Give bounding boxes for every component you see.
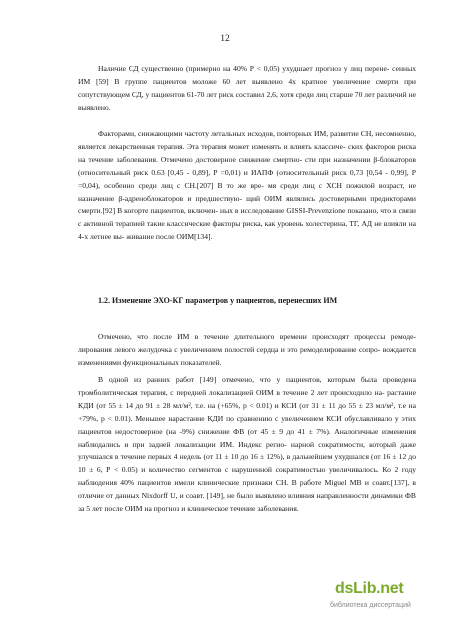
page-number: 12: [220, 34, 230, 44]
section-heading: 1.2. Изменение ЭХО-КГ параметров у пациентов, перенесших ИМ: [98, 296, 338, 305]
paragraph-remodeling: [78, 331, 416, 370]
paragraph-text: Факторами, снижающими частоту летальных исходов, повторных ИМ, развитие СН, несомненно, является лекарственная терапия. Эта терапия может изменять и влиять классиче- ских факторов риска на течение заболевания. Отмечено достоверное снижение смертно- сти при назначении β-блокаторов (относительный риск 0.63 [0,45 - 0,89], Р =0,01) и ИАПФ (относительный риск 0,73 [0,54 - 0,99], Р =0,04), особенно среди лиц с СН.[207] В то же вре- мя среди лиц с ХСН пожилой возраст, не назначение β-адреноблокаторов и предшествую- щий ОИМ являлись достоверными предикторами смерти.[92] В когорте пациентов, включен- ных в исследование GISSI-Prevenzione показано, что в связи с активной терапией такие классические факторы риска, как уровень холестерина, ТГ, АД не влияли на 4-х летнее вы- живание после ОИМ[134].: [78, 129, 417, 242]
dslib-subtitle: библиотека диссертаций: [330, 602, 411, 609]
paragraph-drug-therapy: [78, 128, 416, 244]
paragraph-text: Отмечено, что после ИМ в течение длительного времени происходят процессы ремоде- лирования левого желудочка с увеличением полостей сердца и это ремоделирование сопро- вождается изменениями функциональных показателей.: [78, 332, 416, 367]
paragraph-text: В одной из ранних работ [149] отмечено, что у пациентов, которым была проведена тромболитическая терапия, с передней локализацией ОИМ в течение 2 лет происходило на- растание КДИ (от 55 ± 14 до 91 ± 28 мл/м², т.е. на (+65%, р < 0.01) и КСИ (от 31 ± 11 до 55 ± 23 мл/м², т.е на +79%, р < 0.01). Меньшее нарастание КДИ по сравнению с увеличением КСИ обуславливало у этих пациентов недостоверное (на -9%) снижение ФВ (от 45 ± 9 до 41 ± 7%). Аналогичные изменения наблюдались и при задней локализации ИМ. Индекс регио- нарной сократимости, который даже улучшался в течение первых 4 недель (от 11 ± 10 до 16 ± 12%), в дальнейшем ухудшался (от 16 ± 12 до 10 ± 6, Р < 0.05) и количество сегментов с нарушенной сократимостью увеличивалось. Ко 2 году наблюдения 40% пациентов имели клинические признаки СН. В работе Miguel MB и соавт.[137], в отличие от данных Nixdorff U, и соавт. [149], не было выявлено влияния направленности динамики ФВ за 5 лет после ОИМ на прогноз и клиническое течение заболевания.: [78, 375, 417, 514]
paragraph-text: Наличие СД существенно (примерно на 40% Р < 0,05) ухудшает прогноз у лиц перене- сенных ИМ [59] В группе пациентов моложе 60 лет выявлено 4х кратное увеличение смерти при сопутствующем СД, у пациентов 61-70 лет риск составил 2,6, хотя среди лиц старше 70 лет различий не выявлено.: [78, 64, 417, 112]
dslib-logo: dsLib.net: [335, 580, 404, 597]
paragraph-diabetes-prognosis: [78, 63, 416, 115]
paragraph-early-study: [78, 374, 416, 516]
dslib-watermark: [330, 580, 442, 620]
